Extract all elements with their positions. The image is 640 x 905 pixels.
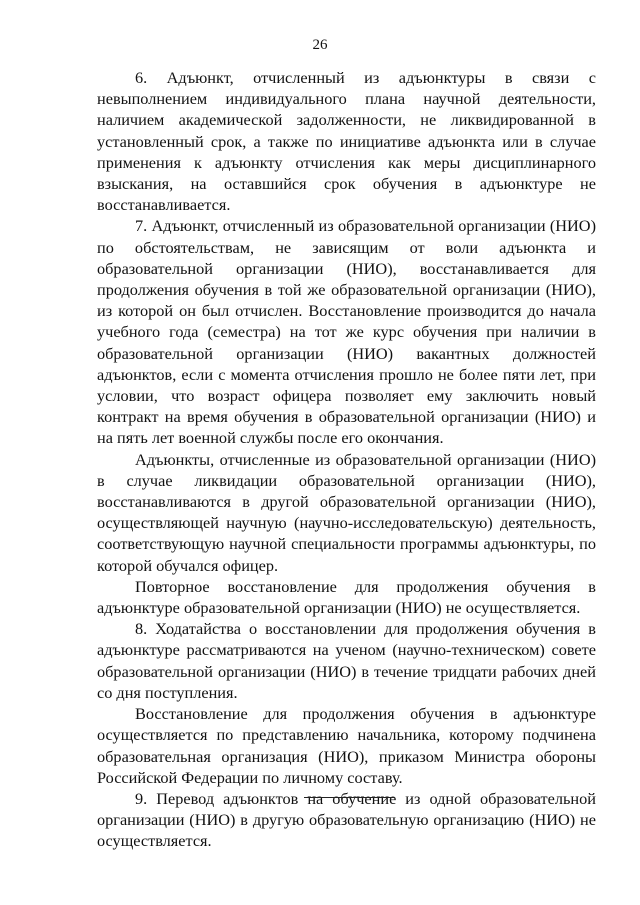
page-number: 26 [312,37,328,53]
paragraph-restoration-order: Восстановление для продолжения обучения в адъюнктуре осуществляется по представлению начальника, которому подчинена образовательная организация (НИО), приказом Министра обороны Российской Федерации по личному составу. [97,704,596,787]
paragraph-repeat-restoration: Повторное восстановление для продолжения обучения в адъюнктуре образовательной организации (НИО) не осуществляется. [97,576,596,618]
paragraph-item-7: 7. Адъюнкт, отчисленный из образовательной организации (НИО) по обстоятельствам, не зависящим от воли адъюнкта и образовательной организации (НИО), восстанавливается для продолжения обучения в той же образовательной организации (НИО), из которой он был отчислен. Восстановление производится до начала учебного года (семестра) на тот же курс обучения при наличии в образовательной организации (НИО) вакантных должностей адъюнктов, если с момента отчисления прошло не более пяти лет, при условии, что возраст офицера позволяет ему заключить новый контракт на время обучения в образовательной организации (НИО) и на пять лет военной службы после его окончания. [97,216,596,448]
end-divider [304,797,394,798]
paragraph-item-6: 6. Адъюнкт, отчисленный из адъюнктуры в связи с невыполнением индивидуального плана научной деятельности, наличием академической задолженности, не ликвидированной в установленный срок, а также по инициативе адъюнкта или в случае применения к адъюнкту отчисления как меры дисциплинарного взыскания, на оставшийся срок обучения в адъюнктуре не восстанавливается. [97,68,596,215]
paragraph-item-8: 8. Ходатайства о восстановлении для продолжения обучения в адъюнктуре рассматриваются на ученом (научно-техническом) совете образовательной организации (НИО) в течение тридцати рабочих дней со дня поступления. [97,619,596,702]
paragraph-item-9: 9. Перевод адъюнктов на обучение из одной образовательной организации (НИО) в другую образовательную организацию (НИО) не осуществляется. [97,788,596,851]
paragraph-liquidation: Адъюнкты, отчисленные из образовательной организации (НИО) в случае ликвидации образовательной организации (НИО), восстанавливаются в другой образовательной организации (НИО), осуществляющей научную (научно-исследовательскую) деятельность, соответствующую научной специальности программы адъюнктуры, по которой обучался офицер. [97,449,596,575]
document-body [97,67,596,852]
